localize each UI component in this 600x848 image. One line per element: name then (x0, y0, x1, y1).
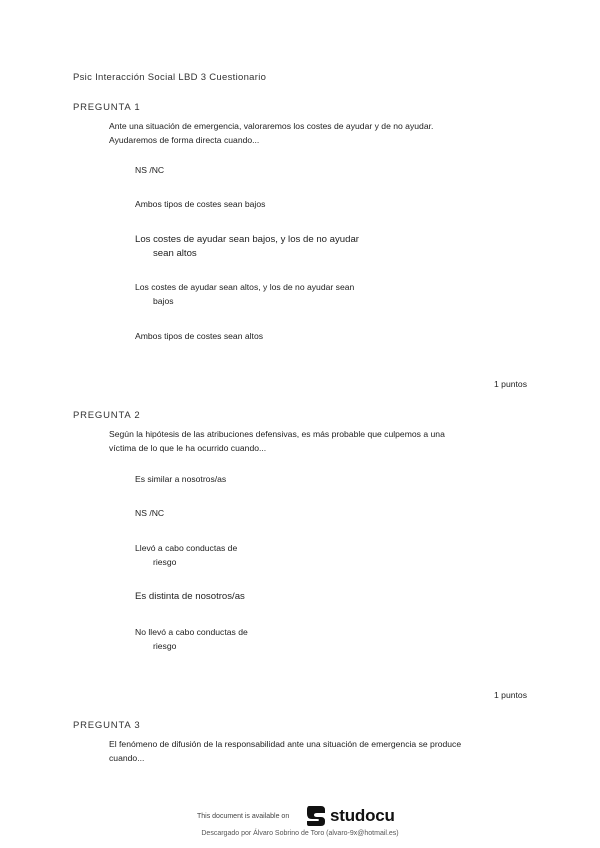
question-text-line: El fenómeno de difusión de la responsabilidad ante una situación de emergencia se produce (109, 739, 462, 749)
option-label: Los costes de ayudar sean altos, y los de no ayudar sean (135, 282, 355, 292)
question-2-option-5[interactable] (135, 626, 248, 653)
option-label-continued: sean altos (153, 248, 197, 259)
question-2-option-3[interactable] (135, 542, 237, 569)
question-2-option-1[interactable] (135, 473, 226, 487)
option-label: NS /NC (135, 165, 165, 175)
question-2-option-2[interactable] (135, 507, 164, 521)
option-label: Es similar a nosotros/as (135, 474, 227, 484)
question-text-line: Según la hipótesis de las atribuciones defensivas, es más probable que culpemos a una (109, 429, 445, 439)
question-1-option-2[interactable] (135, 198, 265, 212)
option-label: Llevó a cabo conductas de (135, 543, 238, 553)
footer-availability-note: This document is available on (197, 813, 290, 820)
question-1-heading: PREGUNTA 1 (73, 102, 141, 113)
document-title: Psic Interacción Social LBD 3 Cuestionario (73, 72, 267, 83)
option-label: NS /NC (135, 508, 165, 518)
question-2-points: 1 puntos (494, 690, 527, 700)
option-label-continued: bajos (153, 295, 174, 306)
question-1-option-5[interactable] (135, 330, 263, 344)
question-2-heading: PREGUNTA 2 (73, 410, 141, 421)
option-label: Ambos tipos de costes sean bajos (135, 199, 266, 209)
studocu-logo[interactable] (305, 804, 395, 828)
studocu-logo-icon (305, 804, 327, 828)
question-1-option-1[interactable] (135, 164, 164, 178)
question-1-option-4[interactable] (135, 281, 354, 308)
question-2-option-4[interactable] (135, 590, 245, 604)
question-3-text (109, 738, 529, 765)
question-1-option-3[interactable] (135, 233, 359, 261)
studocu-logo-text: studocu (330, 806, 395, 825)
option-label-continued: riesgo (153, 556, 177, 567)
option-label-continued: riesgo (153, 640, 177, 651)
option-label: Los costes de ayudar sean bajos, y los de no ayudar (135, 234, 359, 245)
question-1-text (109, 120, 529, 147)
download-attribution: Descargado por Álvaro Sobrino de Toro (alvaro-9x@hotmail.es) (201, 830, 399, 837)
question-text-line: Ante una situación de emergencia, valoraremos los costes de ayudar y de no ayudar. (109, 121, 434, 131)
question-text-line: víctima de lo que le ha ocurrido cuando... (109, 442, 267, 453)
question-text-line: cuando... (109, 752, 145, 763)
option-label: Es distinta de nosotros/as (135, 591, 245, 602)
question-1-points: 1 puntos (494, 379, 527, 389)
question-text-line: Ayudaremos de forma directa cuando... (109, 134, 260, 145)
question-2-text (109, 428, 529, 455)
option-label: Ambos tipos de costes sean altos (135, 331, 264, 341)
question-3-heading: PREGUNTA 3 (73, 720, 141, 731)
option-label: No llevó a cabo conductas de (135, 627, 248, 637)
